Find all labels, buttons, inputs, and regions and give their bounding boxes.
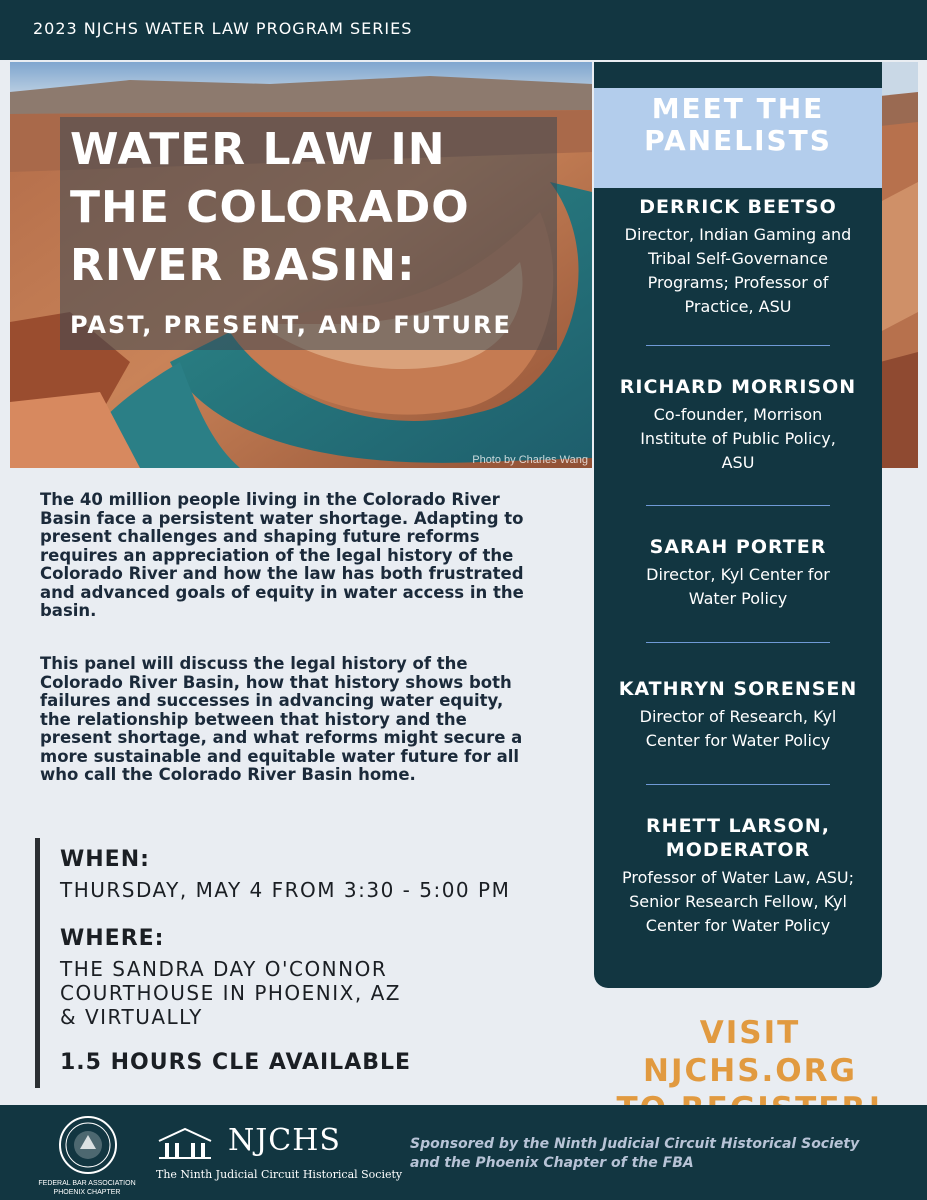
panelist-name: DERRICK BEETSO	[639, 196, 837, 218]
where-value: THE SANDRA DAY O'CONNOR COURTHOUSE IN PHOENIX, AZ & VIRTUALLY	[60, 957, 401, 1029]
panelist-role: Director of Research, Kyl Center for Water Policy	[639, 707, 837, 750]
photo-credit: Photo by Charles Wang	[472, 454, 588, 466]
panelist-sarah-porter	[594, 535, 882, 611]
main-title	[70, 121, 470, 295]
register-cta[interactable]: VISIT NJCHS.ORG	[643, 1015, 857, 1089]
panelist-name: SARAH PORTER	[649, 536, 827, 558]
panelist-name: RICHARD MORRISON	[619, 376, 857, 398]
njchs-full-name: The Ninth Judicial Circuit Historical Society	[156, 1168, 403, 1181]
when-label: WHEN:	[60, 847, 150, 872]
panelist-role: Director, Indian Gaming and Tribal Self-Governance Programs; Professor of Practice, ASU	[624, 225, 852, 316]
cle-note: 1.5 HOURS CLE AVAILABLE	[60, 1050, 412, 1075]
top-bar	[0, 0, 927, 60]
title-overlay	[60, 117, 557, 350]
title-line-2: THE COLORADO	[70, 182, 470, 233]
njchs-logo-text: NJCHS	[228, 1123, 341, 1158]
divider	[646, 505, 830, 506]
divider	[646, 784, 830, 785]
canyon-photo-strip	[880, 62, 918, 468]
panelist-kathryn-sorensen	[594, 677, 882, 753]
panelist-role: Professor of Water Law, ASU; Senior Research Fellow, Kyl Center for Water Policy	[621, 868, 855, 935]
panelist-richard-morrison	[594, 375, 882, 475]
subtitle: PAST, PRESENT, AND FUTURE	[70, 311, 512, 339]
event-details	[35, 838, 575, 1088]
divider	[646, 642, 830, 643]
panelists-heading: MEET THE PANELISTS	[644, 92, 832, 157]
panelists-heading-box	[594, 88, 882, 188]
series-title: 2023 NJCHS WATER LAW PROGRAM SERIES	[33, 19, 413, 38]
sponsor-text: Sponsored by the Ninth Judicial Circuit Historical Society and the Phoenix Chapter of the FBA	[410, 1136, 860, 1171]
fba-label: FEDERAL BAR ASSOCIATION PHOENIX CHAPTER	[38, 1180, 136, 1196]
panelists-panel	[594, 62, 882, 988]
panelist-rhett-larson	[594, 814, 882, 938]
panelist-derrick-beetso	[594, 195, 882, 319]
panelist-name: RHETT LARSON, MODERATOR	[646, 815, 830, 861]
panelist-role: Co-founder, Morrison Institute of Public Policy, ASU	[640, 405, 836, 472]
panelist-name: KATHRYN SORENSEN	[618, 678, 858, 700]
title-line-3: RIVER BASIN:	[70, 240, 416, 291]
description-paragraph-1: The 40 million people living in the Colorado River Basin face a persistent water shortage. Adapting to present challenges and shaping future reforms requires an appreciation of the legal history of the Colorado River and how the law has both frustrated and advanced goals of equity in water access in the basin.	[40, 490, 524, 620]
when-value: THURSDAY, MAY 4 FROM 3:30 - 5:00 PM	[60, 878, 511, 902]
description-paragraph-2: This panel will discuss the legal history of the Colorado River Basin, how that history shows both failures and successes in advancing water equity, the relationship between that history and the present shortage, and what reforms might secure a more sustainable and equitable water future for all who call the Colorado River Basin home.	[40, 654, 523, 784]
title-line-1: WATER LAW IN	[70, 124, 446, 175]
where-label: WHERE:	[60, 926, 165, 951]
divider	[646, 345, 830, 346]
footer	[0, 1105, 927, 1200]
fba-seal-icon	[58, 1115, 118, 1175]
courthouse-icon	[155, 1125, 215, 1161]
panelist-role: Director, Kyl Center for Water Policy	[646, 565, 830, 608]
